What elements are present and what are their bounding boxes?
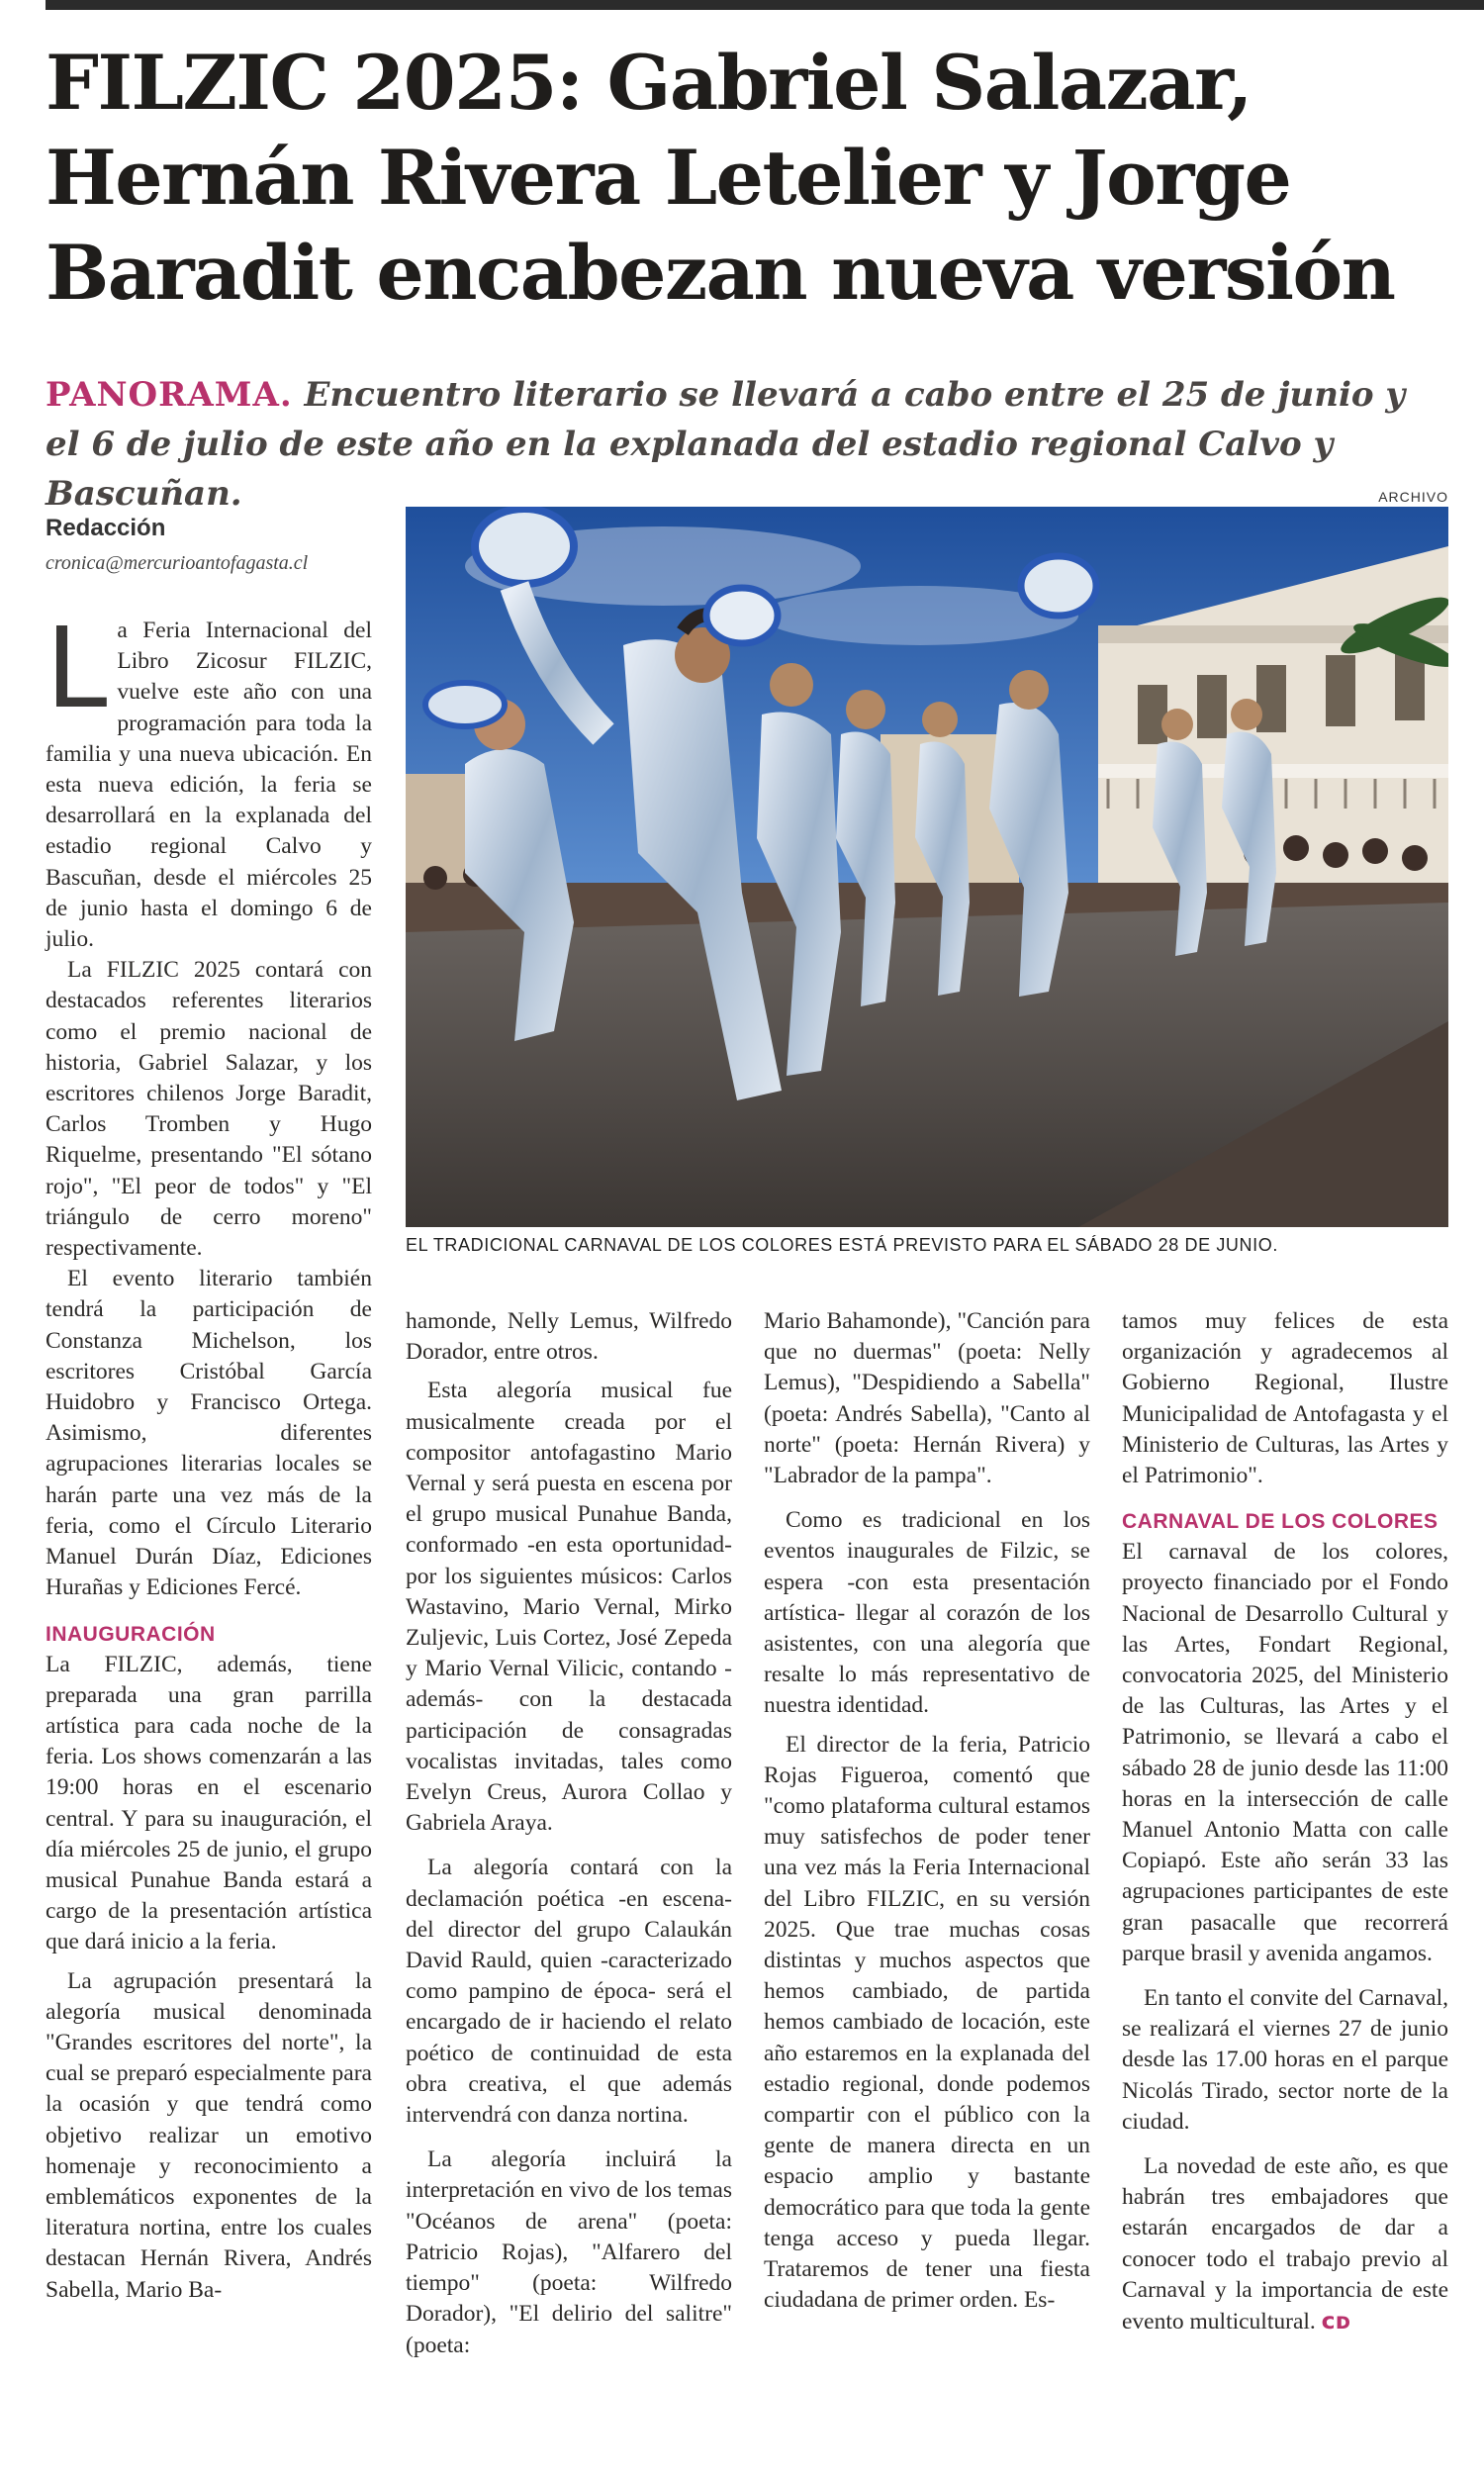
paragraph: La FILZIC, además, tiene preparada una gran parrilla artística para cada noche de la feria. Los shows comenzarán a las 19:00 horas en el escenario central. Y para su inauguración, el día miércoles 25 de junio, el grupo musical Punahue Banda estará a cargo de la presentación artística que dará inicio a la feria. bbox=[46, 1651, 372, 1955]
deck bbox=[46, 370, 1450, 519]
paragraph: La agrupación presentará la alegoría musical denominada "Grandes escritores del norte", la cual se preparó especialmente para la ocasión y que tendrá como objetivo realizar un emotivo homenaje y reconocimiento a emblemáticos exponentes de la literatura nortina, entre los cuales destacan Hernán Rivera, Andrés Sabella, Mario Ba- bbox=[46, 1967, 372, 2303]
column-1 bbox=[46, 605, 372, 2306]
column-2 bbox=[406, 1306, 732, 2361]
paragraph: Mario Bahamonde), "Canción para que no duermas" (poeta: Nelly Lemus), "Despidiendo a Sabella" (poeta: Andrés Sabella), "Canto al norte" (poeta: Hernán Rivera) y "Labrador de la pampa". bbox=[764, 1308, 1090, 1489]
byline-email: cronica@mercurioantofagasta.cl bbox=[46, 552, 309, 574]
carnival-photo-illustration bbox=[406, 507, 1448, 1227]
paragraph: Esta alegoría musical fue musicalmente creada por el compositor antofagastino Mario Vernal y será puesta en escena por el grupo musical Punahue Banda, conformado -en esta oportunidad-por los siguientes músicos: Carlos Wastavino, Mario Vernal, Mirko Zuljevic, Luis Cortez, José Zepeda y Mario Vernal Vilicic, contando -además- con la destacada participación de consagradas vocalistas invitadas, tales como Evelyn Creus, Aurora Collao y Gabriela Araya. bbox=[406, 1378, 732, 1837]
paragraph-text: La novedad de este año, es que habrán tres embajadores que estarán encargados de dar a conocer todo el trabajo previo al Carnaval y la importancia de este evento multicultural. bbox=[1122, 2153, 1448, 2335]
column-4 bbox=[1122, 1306, 1448, 2337]
photo-credit: ARCHIVO bbox=[1378, 489, 1448, 505]
paragraph: La alegoría contará con la declamación poética -en escena- del director del grupo Calaukán David Rauld, quien -caracterizado como pampino de época- será el encargado de ir haciendo el relato poético de continuidad de esta obra creativa, el que además intervendrá con danza nortina. bbox=[406, 1855, 732, 2129]
subhead-carnaval: CARNAVAL DE LOS COLORES bbox=[1122, 1510, 1438, 1534]
paragraph bbox=[46, 605, 372, 955]
paragraph: En tanto el convite del Carnaval, se realizará el viernes 27 de junio desde las 17.00 horas en el parque Nicolás Tirado, sector norte de la ciudad. bbox=[1122, 1985, 1449, 2135]
end-mark-icon: ᴄᴅ bbox=[1321, 2307, 1351, 2335]
paragraph: tamos muy felices de esta organización y agradecemos al Gobierno Regional, Ilustre Municipalidad de Antofagasta y el Ministerio de Culturas, las Artes y el Patrimonio". bbox=[1122, 1308, 1448, 1489]
paragraph bbox=[1122, 2151, 1448, 2337]
carnival-photo bbox=[406, 507, 1448, 1227]
paragraph: La alegoría incluirá la interpretación en vivo de los temas "Océanos de arena" (poeta: Patricio Rojas), "Alfarero del tiempo" (poeta: Wilfredo Dorador), "El delirio del salitre" (poeta: bbox=[406, 2146, 732, 2358]
headline: FILZIC 2025: Gabriel Salazar, Hernán Rivera Letelier y Jorge Baradit encabezan nueva versión bbox=[46, 39, 1395, 317]
paragraph: El carnaval de los colores, proyecto financiado por el Fondo Nacional de Desarrollo Cultural y las Artes, Fondart Regional, convocatoria 2025, del Ministerio de las Culturas, las Artes y el Patrimonio, se llevará a cabo el sábado 28 de junio desde las 11:00 horas en la intersección de calle Manuel Antonio Matta con calle Copiapó. Este año serán 33 las agrupaciones participantes de este gran pasacalle que recorrerá parque brasil y avenida angamos. bbox=[1122, 1539, 1448, 1966]
byline-author: Redacción bbox=[46, 515, 166, 541]
column-3 bbox=[764, 1306, 1090, 2317]
drop-cap: L bbox=[46, 605, 108, 733]
paragraph: Como es tradicional en los eventos inaugurales de Filzic, se espera -con esta presentación artística- llegar al corazón de los asistentes, con una alegoría que resalte lo más representativo de nuestra identidad. bbox=[764, 1507, 1090, 1719]
paragraph: La FILZIC 2025 contará con destacados referentes literarios como el premio nacional de historia, Gabriel Salazar, y los escritores chilenos Jorge Baradit, Carlos Tromben y Hugo Riquelme, presentando "El sótano rojo", "El peor de todos" y "El triángulo de cerro moreno" respectivamente. bbox=[46, 957, 372, 1262]
deck-kicker: PANORAMA. bbox=[46, 375, 293, 415]
deck-text: Encuentro literario se llevará a cabo entre el 25 de junio y el 6 de julio de este año en la explanada del estadio regional Calvo y Bascuñan. bbox=[46, 375, 1406, 514]
subhead-inauguracion: INAUGURACIÓN bbox=[46, 1622, 216, 1646]
paragraph: El evento literario también tendrá la participación de Constanza Michelson, los escritores Cristóbal García Huidobro y Francisco Ortega. Asimismo, diferentes agrupaciones literarias locales se harán parte una vez más de la feria, como el Círculo Literario Manuel Durán Díaz, Ediciones Hurañas y Ediciones Fercé. bbox=[46, 1266, 372, 1601]
paragraph: El director de la feria, Patricio Rojas Figueroa, comentó que "como plataforma cultural estamos muy satisfechos de poder tener una vez más la Feria Internacional del Libro FILZIC, en su versión 2025. Que trae muchas cosas distintas y muchos aspectos que hemos cambiado, de partida hemos cambiado de locación, este año estaremos en la explanada del estadio regional, donde podemos compartir con el público con la gente de manera directa en un espacio amplio y bastante democrático para que toda la gente tenga acceso y pueda llegar. Trataremos de tener una fiesta ciudadana de primer orden. Es- bbox=[764, 1731, 1090, 2314]
byline bbox=[46, 515, 372, 575]
top-rule bbox=[46, 0, 1484, 10]
paragraph: hamonde, Nelly Lemus, Wilfredo Dorador, entre otros. bbox=[406, 1308, 732, 1366]
photo-caption: EL TRADICIONAL CARNAVAL DE LOS COLORES ESTÁ PREVISTO PARA EL SÁBADO 28 DE JUNIO. bbox=[406, 1235, 1278, 1255]
paragraph-text: a Feria Internacional del Libro Zicosur FILZIC, vuelve este año con una programación para toda la familia y una nueva ubicación. En esta nueva edición, la feria se desarrollará en la explanada del estadio regional Calvo y Bascuñan, desde el miércoles 25 de junio hasta el domingo 6 de julio. bbox=[46, 618, 372, 953]
